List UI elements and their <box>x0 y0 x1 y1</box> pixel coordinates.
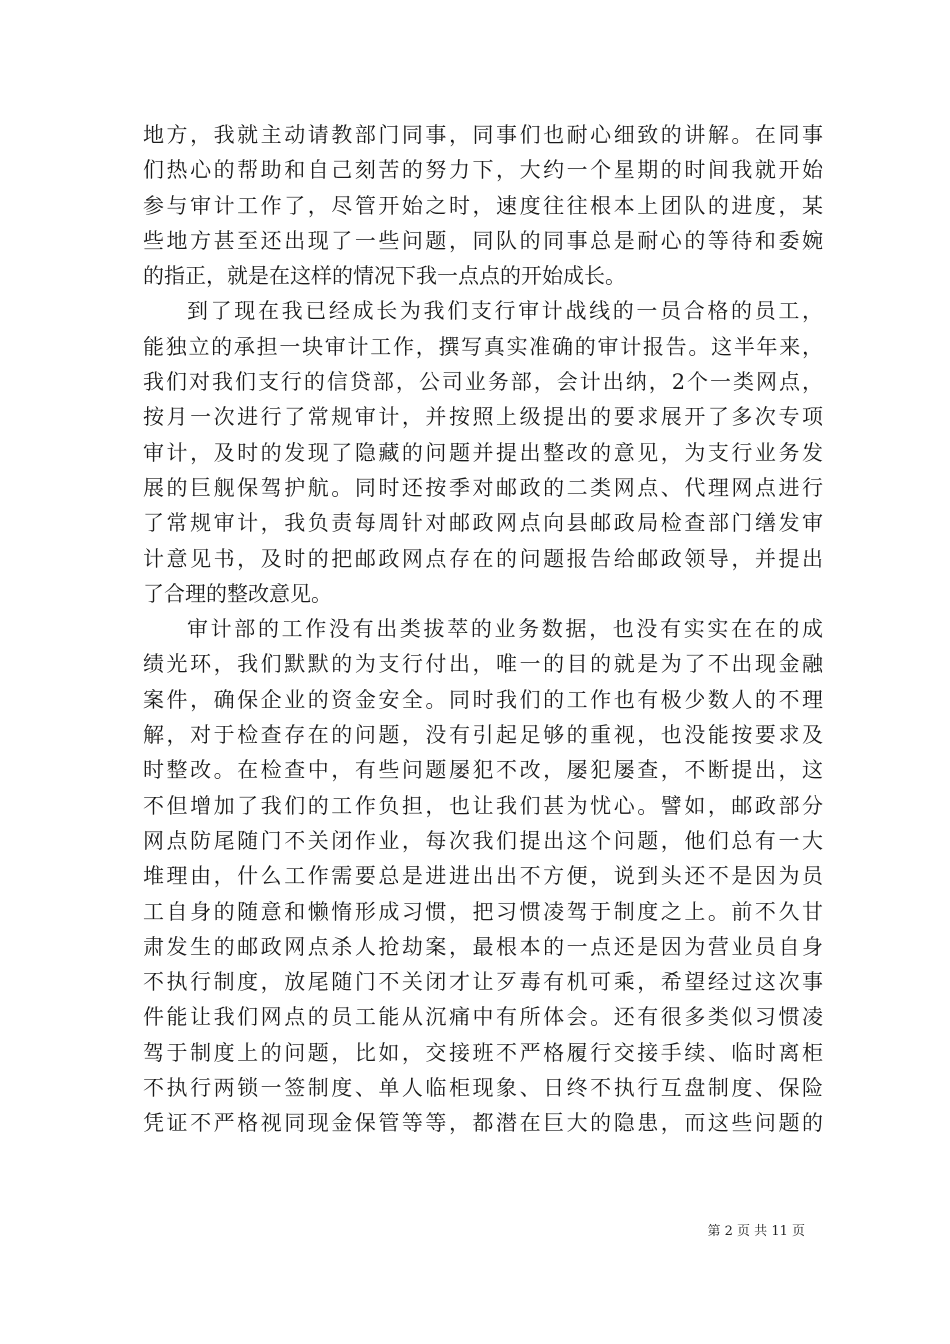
text-line: 不执行制度，放尾随门不关闭才让歹毒有机可乘，希望经过这次事 <box>143 970 823 995</box>
text-line: 件能让我们网点的员工能从沉痛中有所体会。还有很多类似习惯凌 <box>143 1005 823 1030</box>
text-line: 参与审计工作了，尽管开始之时，速度往往根本上团队的进度，某 <box>143 193 823 218</box>
text-line: 驾于制度上的问题，比如，交接班不严格履行交接手续、临时离柜 <box>143 1040 823 1065</box>
text-line: 我们对我们支行的信贷部，公司业务部，会计出纳，2个一类网点， <box>143 370 823 395</box>
text-line: 不执行两锁一签制度、单人临柜现象、日终不执行互盘制度、保险 <box>143 1076 823 1101</box>
text-line: 展的巨舰保驾护航。同时还按季对邮政的二类网点、代理网点进行 <box>143 475 823 500</box>
text-line: 凭证不严格视同现金保管等等，都潜在巨大的隐患，而这些问题的 <box>143 1111 823 1136</box>
text-line: 到了现在我已经成长为我们支行审计战线的一员合格的员工， <box>187 299 823 324</box>
text-line: 能独立的承担一块审计工作，撰写真实准确的审计报告。这半年来， <box>143 334 823 359</box>
text-line: 堆理由，什么工作需要总是进进出出不方便，说到头还不是因为员 <box>143 864 823 889</box>
text-line: 工自身的随意和懒惰形成习惯，把习惯凌驾于制度之上。前不久甘 <box>143 899 823 924</box>
text-line: 案件，确保企业的资金安全。同时我们的工作也有极少数人的不理 <box>143 687 823 712</box>
text-line: 们热心的帮助和自己刻苦的努力下，大约一个星期的时间我就开始 <box>143 158 823 183</box>
text-line: 了合理的整改意见。 <box>143 581 332 606</box>
text-line: 网点防尾随门不关闭作业，每次我们提出这个问题，他们总有一大 <box>143 828 823 853</box>
text-line: 时整改。在检查中，有些问题屡犯不改，屡犯屡查，不断提出，这 <box>143 758 823 783</box>
text-line: 解，对于检查存在的问题，没有引起足够的重视，也没能按要求及 <box>143 723 823 748</box>
text-line: 地方，我就主动请教部门同事，同事们也耐心细致的讲解。在同事 <box>143 123 823 147</box>
page-number-footer: 第 2 页 共 11 页 <box>707 1224 805 1239</box>
text-line: 些地方甚至还出现了一些问题，同队的同事总是耐心的等待和委婉 <box>143 228 823 253</box>
text-line: 肃发生的邮政网点杀人抢劫案，最根本的一点还是因为营业员自身 <box>143 934 823 959</box>
text-line: 审计，及时的发现了隐藏的问题并提出整改的意见，为支行业务发 <box>143 440 823 465</box>
text-line: 了常规审计，我负责每周针对邮政网点向县邮政局检查部门缮发审 <box>143 511 823 536</box>
text-line: 按月一次进行了常规审计，并按照上级提出的要求展开了多次专项 <box>143 405 823 430</box>
text-line: 计意见书，及时的把邮政网点存在的问题报告给邮政领导，并提出 <box>143 546 823 571</box>
text-line: 审计部的工作没有出类拔萃的业务数据，也没有实实在在的成 <box>187 617 823 642</box>
document-body <box>143 118 823 1142</box>
text-line: 不但增加了我们的工作负担，也让我们甚为忧心。譬如，邮政部分 <box>143 793 823 818</box>
text-line: 的指正，就是在这样的情况下我一点点的开始成长。 <box>143 264 626 289</box>
text-line: 绩光环，我们默默的为支行付出，唯一的目的就是为了不出现金融 <box>143 652 823 677</box>
